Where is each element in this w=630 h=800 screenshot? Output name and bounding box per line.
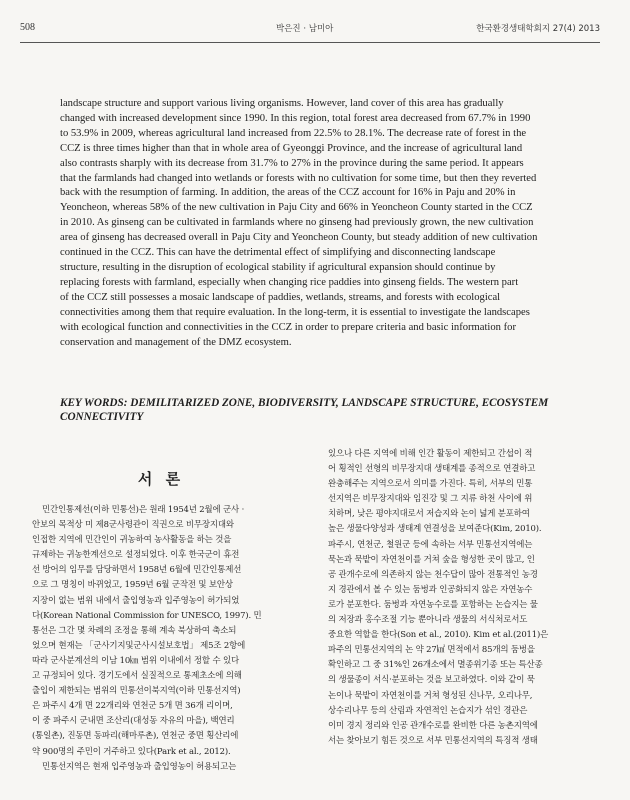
text-line: conservation and management of the DMZ ecosystem.	[60, 336, 292, 348]
text-line: 민간인통제선(이하 민통선)은 원래 1954년 2월에 군사 ·	[42, 504, 245, 514]
running-authors: 박은진 · 남미아	[276, 24, 334, 34]
section-title: 서 론	[137, 470, 185, 488]
text-line: 은 파주시 4개 면 22개리와 연천군 5개 면 36개 리이며,	[32, 700, 233, 711]
text-line: 파주시, 연천군, 철원군 등에 속하는 서부 민통선지역에는	[328, 538, 533, 549]
text-line: 확인하고 그 중 31%인 26개소에서 멸종위기종 또는 특산종	[328, 659, 543, 670]
text-line: 중요한 역할을 한다(Son et al., 2010). Kim et al.(2011)은	[328, 629, 549, 640]
text-line: 선 방어의 임무를 담당하면서 1958년 6월에 민간인통제선	[32, 564, 242, 575]
text-line: 약 900명의 주민이 거주하고 있다(Park et al., 2012).	[32, 745, 231, 756]
text-line: 있으나 다른 지역에 비해 인간 활동이 제한되고 간섭이 적	[328, 448, 533, 458]
text-line: replacing forests with farmland, especially when changing rice paddies into ginseng fields. The western part	[60, 276, 519, 288]
text-line: continued in the CCZ. This can have the detrimental effect of simplifying and disconnecting landscape	[60, 247, 496, 259]
text-line: 규제하는 귀농한계선으로 설정되었다. 이후 한국군이 휴전	[32, 549, 240, 560]
text-line: changed with increased development since 1990. In this region, total forest area decreased from 67.7% in 1990	[60, 112, 531, 124]
text-line: 공 관개수로에 의존하지 않는 천수답이 많아 전통적인 농경	[328, 568, 538, 579]
running-header	[20, 22, 600, 42]
text-line: 이 중 파주시 군내면 조산리(대성동 자유의 마을), 백연리	[32, 715, 235, 726]
page-number: 508	[20, 22, 35, 33]
text-line: 의 생물종이 서식·분포하는 것을 보고하였다. 이와 같이 묵	[328, 674, 535, 685]
right-column	[328, 446, 586, 748]
text-line: 치하며, 낮은 평야지대로서 저습지와 논이 넓게 분포하여	[328, 508, 530, 519]
text-line: of the CCZ still possesses a mosaic landscape of paddies, wetlands, streams, and forests with ecological	[60, 291, 501, 303]
text-line: 완충해주는 지역으로서 의미를 가진다. 특히, 서부의 민통	[328, 478, 533, 489]
text-line: 로가 분포한다. 둠벙과 자연농수로를 포함하는 논습지는 물	[328, 598, 538, 609]
text-line: 출입이 제한되는 범위의 민통선이북지역(이하 민통선지역)	[32, 685, 241, 696]
text-line: 묵논과 묵밭이 자연천이를 거쳐 숲을 형성한 곳이 많고, 인	[328, 553, 535, 564]
text-line: that the farmlands had changed into wetlands or forests with no cultivation for some time, but then they reverted	[60, 172, 537, 184]
text-line: 서는 찾아보기 힘든 것으로 서부 민통선지역의 특징적 생태	[328, 734, 538, 745]
text-line: connectivities among them that require evaluation. In the long-term, it is essential to investigate the landscapes	[60, 306, 530, 318]
text-line: 상수리나무 등의 산림과 자연적인 논습지가 섞인 경관은	[328, 704, 528, 715]
text-line: landscape structure and support various living organisms. However, land cover of this area has gradually	[60, 98, 504, 109]
text-line: 지 경관에서 볼 수 있는 둠벙과 인공화되지 않은 자연농수	[328, 583, 533, 594]
left-column	[32, 468, 290, 774]
text-line: 었으며 현재는 「군사기지및군사시설보호법」 제5조 2항에	[32, 639, 246, 650]
text-line: 어 횡적인 선형의 비무장지대 생태계를 종적으로 연결하고	[328, 463, 536, 474]
text-line: 파주의 민통선지역의 논 약 27㎢ 면적에서 85개의 둠벙을	[328, 644, 535, 655]
text-line: 다(Korean National Commission for UNESCO, 1997). 민	[32, 609, 262, 620]
text-line: 지장이 없는 범위 내에서 출입영농과 입주영농이 허가되었	[32, 594, 240, 605]
text-line: 논이나 묵밭이 자연천이를 거쳐 형성된 신나무, 오리나무,	[328, 689, 533, 700]
journal-citation: 한국환경생태학회지 27(4) 2013	[476, 24, 600, 34]
text-line: CCZ is three times higher than that in whole area of Gyeonggi Province, and the increase of agricultural land	[60, 142, 523, 154]
text-line: in 2010. As ginseng can be cultivated in farmlands where no ginseng had previously grown, the new cultivation	[60, 217, 534, 229]
text-line: 안보의 목적상 미 제8군사령관이 직권으로 비무장지대와	[32, 519, 234, 530]
text-line: structure, resulting in the disruption of ecological stability if agricultural expansion should continue by	[60, 261, 496, 273]
text-line: to 53.9% in 2009, whereas agricultural land increased from 22.5% to 28.1%. The decrease rate of forest in the	[60, 127, 527, 139]
text-line: (통일촌), 진동면 동파리(해마루촌), 연천군 중면 횡산리에	[32, 730, 239, 741]
keywords	[60, 396, 590, 424]
text-line: back with the resumption of farming. In addition, the areas of the CCZ account for 16% in Paju and 20% in	[60, 187, 516, 199]
text-line: 의 저장과 홍수조절 기능 뿐아니라 생물의 서식처로서도	[328, 614, 528, 625]
text-line: CONNECTIVITY	[60, 411, 144, 423]
text-line: 민통선지역은 현재 입주영농과 출입영농이 허용되고는	[42, 760, 237, 771]
text-line: 따라 군사분계선의 이남 10㎞ 범위 이내에서 정할 수 있다	[32, 654, 239, 665]
text-line: area of ginseng has decreased overall in Paju City and Yeoncheon County, but steady addition of new cultivation	[60, 232, 538, 244]
text-line: 높은 생물다양성과 생태계 연결성을 보여준다(Kim, 2010).	[328, 523, 542, 534]
text-line: with ecological function and connectivities in the CCZ in order to prepare criteria and basic information for	[60, 321, 516, 333]
text-line: 인접한 지역에 민간인이 귀농하여 농사활동을 하는 것을	[32, 534, 232, 545]
text-line: KEY WORDS: DEMILITARIZED ZONE, BIODIVERSITY, LANDSCAPE STRUCTURE, ECOSYSTEM	[60, 397, 549, 409]
text-line: 통선은 그간 몇 차례의 조정을 통해 계속 북상하여 축소되	[32, 624, 237, 635]
text-line: Yeoncheon, whereas 58% of the new cultivation in Paju City and 66% in Yeoncheon County started in the CCZ	[60, 202, 533, 214]
text-line: also contrasts sharply with its decrease from 31.7% to 27% in the province during the same period. It appears	[60, 157, 524, 169]
text-line: 고 규정되어 있다. 경기도에서 실질적으로 통제초소에 의해	[32, 670, 242, 681]
text-line: 이미 경지 정리와 인공 관개수로를 완비한 다른 농촌지역에	[328, 719, 538, 730]
text-line: 으로 그 명칭이 바뀌었고, 1959년 6월 군작전 및 보안상	[32, 579, 233, 590]
header-rule	[20, 42, 600, 43]
abstract-paragraph	[60, 97, 592, 350]
text-line: 선지역은 비무장지대와 임진강 및 그 지류 하천 사이에 위	[328, 493, 533, 504]
